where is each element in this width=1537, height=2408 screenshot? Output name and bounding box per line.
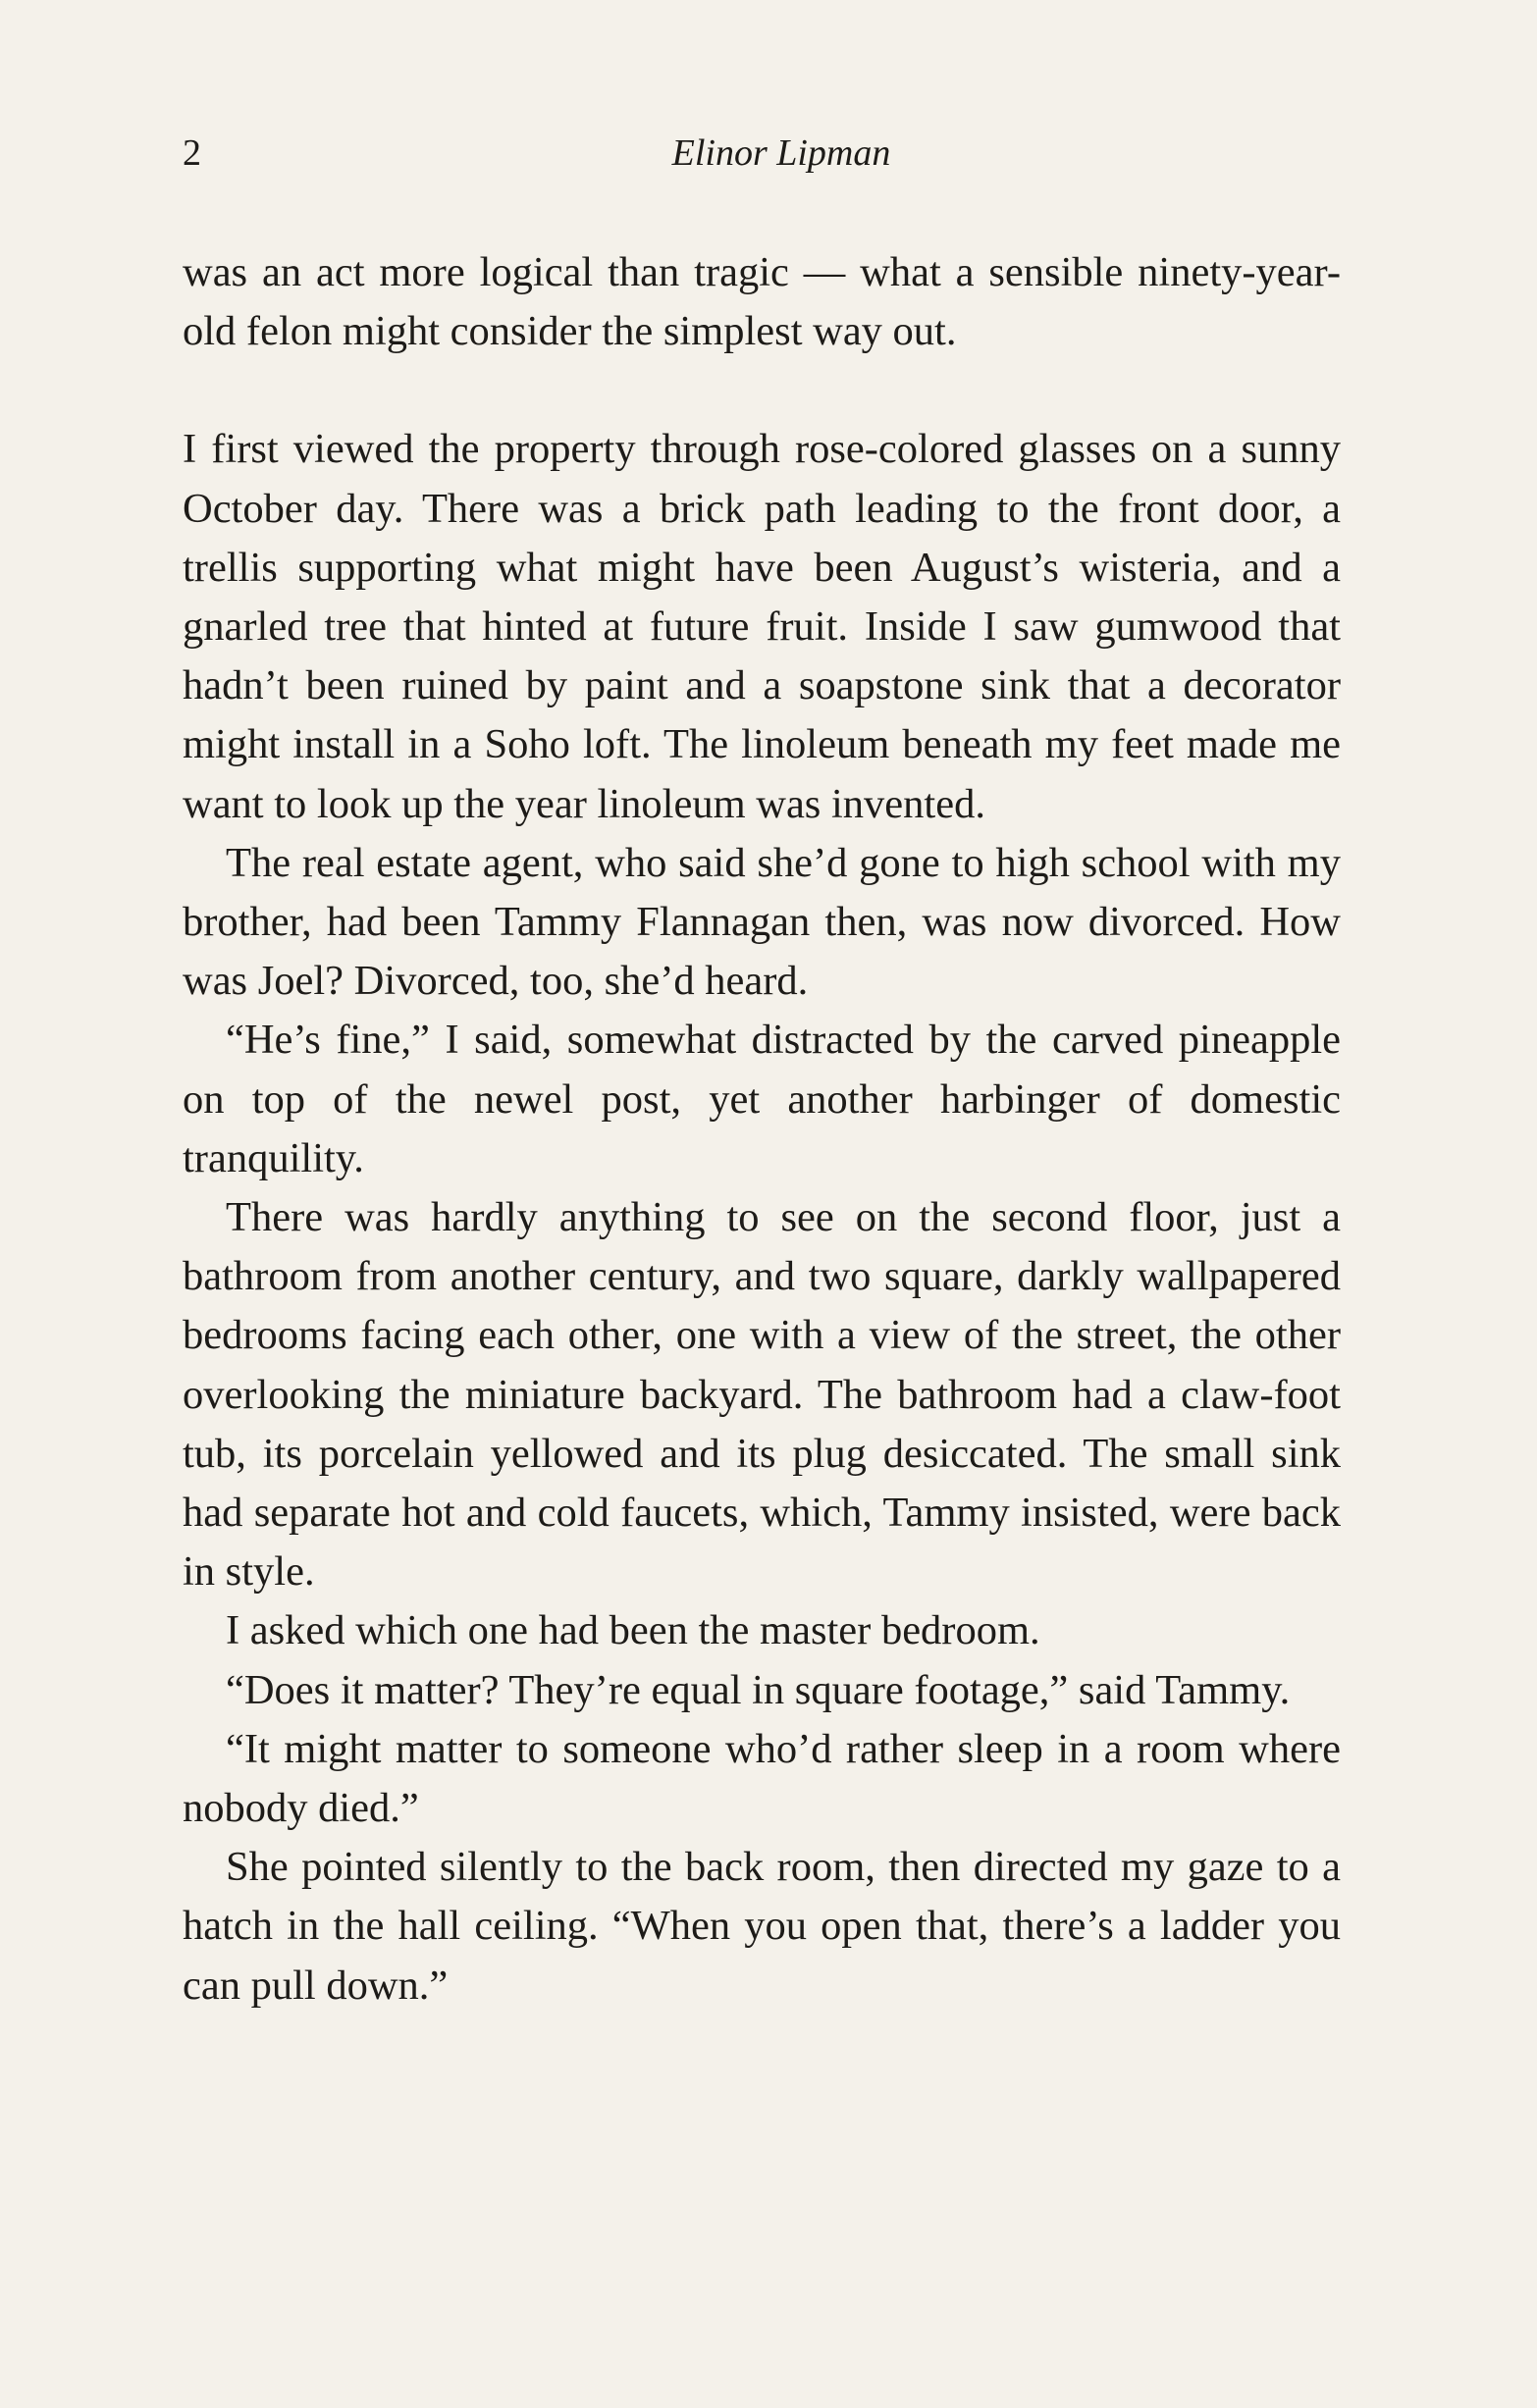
paragraph: I asked which one had been the master bedroom. xyxy=(226,1607,1040,1654)
paragraph: She pointed silently to the back room, then directed my gaze to a hatch in the hall ceiling. “When you open that, there’s a ladder you can pull down.” xyxy=(183,1844,1341,2009)
body-text xyxy=(183,243,1341,2015)
page-number: 2 xyxy=(183,132,201,174)
paragraph: “It might matter to someone who’d rather sleep in a room where nobody died.” xyxy=(183,1725,1341,1832)
paragraph-section-start: I first viewed the property through rose-colored glasses on a sunny October day. There was a brick path leading to the front door, a trellis supporting what might have been August’s wisteria, and a gnarled tree that hinted at future fruit. Inside I saw gumwood that hadn’t been ruined by paint and a soapstone sink that a decorator might install in a Soho loft. The linoleum beneath my feet made me want to look up the year linoleum was invented. xyxy=(183,426,1341,827)
paragraph-continued: was an act more logical than tragic — what a sensible ninety-year-old felon might consider the simplest way out. xyxy=(183,249,1341,355)
running-head-author: Elinor Lipman xyxy=(671,132,891,174)
paragraph: “Does it matter? They’re equal in square footage,” said Tammy. xyxy=(226,1666,1291,1713)
paragraph: “He’s fine,” I said, somewhat distracted by the carved pineapple on top of the newel post, yet another harbinger of domestic tranquility. xyxy=(183,1017,1341,1181)
paragraph: The real estate agent, who said she’d gone to high school with my brother, had been Tammy Flannagan then, was now divorced. How was Joel? Divorced, too, she’d heard. xyxy=(183,839,1341,1005)
paragraph: There was hardly anything to see on the second floor, just a bathroom from another century, and two square, darkly wallpapered bedrooms facing each other, one with a view of the street, the other overlooking the miniature backyard. The bathroom had a claw-foot tub, its porcelain yellowed and its plug desiccated. The small sink had separate hot and cold faucets, which, Tammy insisted, were back in style. xyxy=(183,1194,1341,1596)
running-head xyxy=(183,124,1341,183)
